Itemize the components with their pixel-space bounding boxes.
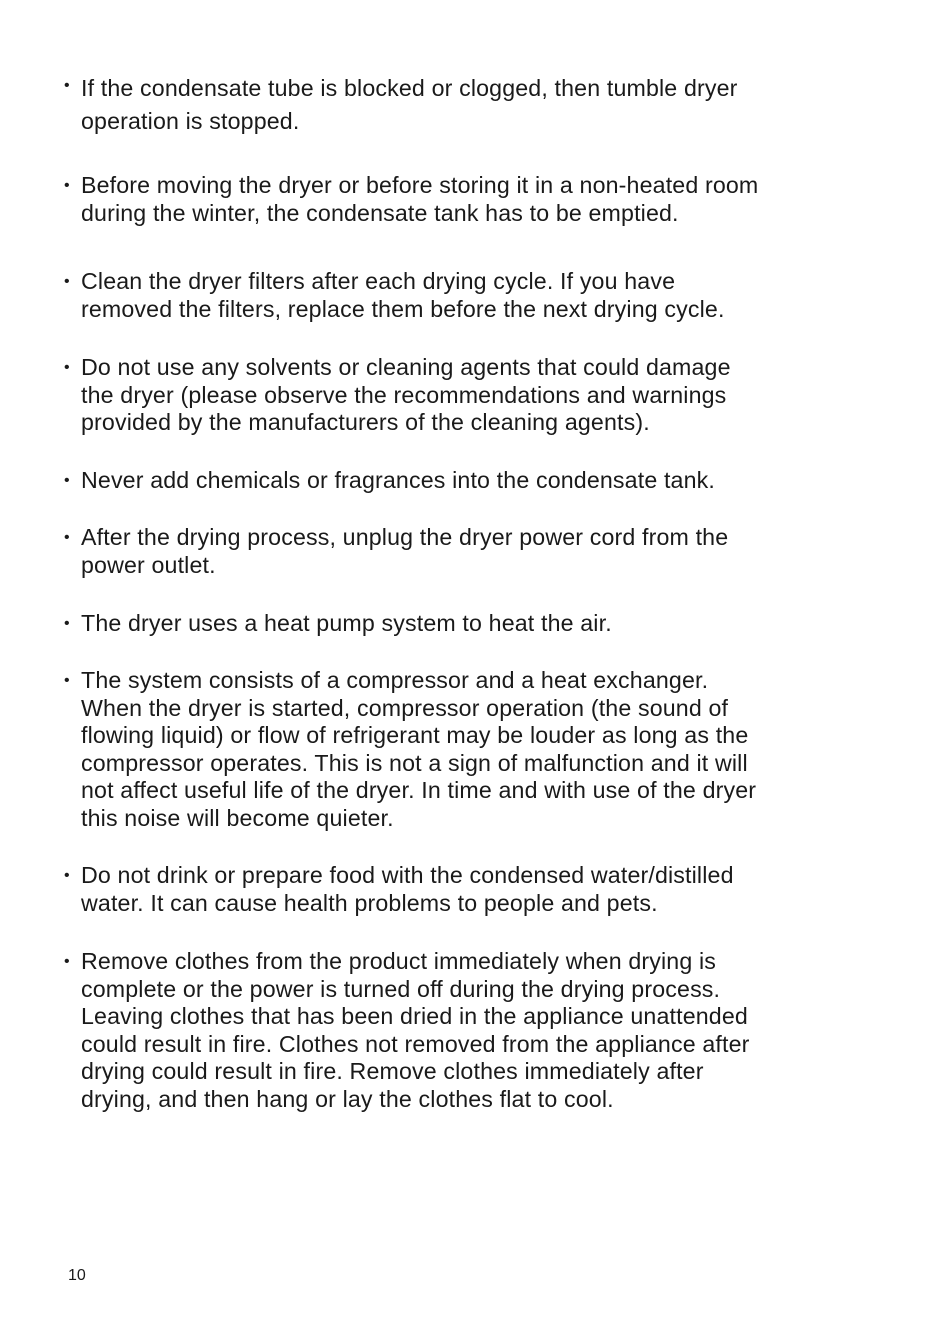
- bullet-text-line: drying could result in fire. Remove clothes immediately after: [81, 1058, 704, 1085]
- bullet-text-line: Before moving the dryer or before storing it in a non-heated room: [81, 172, 759, 198]
- bullet-marker: •: [64, 177, 70, 194]
- bullet-text-line: removed the filters, replace them before the next drying cycle.: [81, 295, 725, 322]
- bullet-text-line: The system consists of a compressor and a heat exchanger.: [81, 667, 709, 693]
- bullet-text-line: could result in fire. Clothes not removed from the appliance after: [81, 1030, 750, 1057]
- bullet-text-line: Do not use any solvents or cleaning agents that could damage: [81, 354, 731, 380]
- bullet-text-line: not affect useful life of the dryer. In time and with use of the dryer: [81, 777, 757, 804]
- bullet-text-line: The dryer uses a heat pump system to heat the air.: [81, 610, 612, 636]
- bullet-marker: •: [64, 359, 70, 376]
- bullet-text-line: this noise will become quieter.: [81, 804, 394, 831]
- bullet-item: [64, 467, 715, 495]
- bullet-item: [64, 667, 756, 833]
- bullet-text-line: drying, and then hang or lay the clothes flat to cool.: [81, 1085, 614, 1112]
- bullet-text-line: water. It can cause health problems to people and pets.: [81, 889, 658, 916]
- bullet-item: [64, 354, 731, 437]
- bullet-text-line: Do not drink or prepare food with the condensed water/distilled: [81, 862, 734, 888]
- bullet-item: [64, 268, 725, 323]
- bullet-marker: •: [64, 867, 70, 884]
- bullet-text-line: When the dryer is started, compressor operation (the sound of: [81, 694, 729, 721]
- bullet-text-line: during the winter, the condensate tank has to be emptied.: [81, 199, 679, 226]
- bullet-item: [64, 524, 728, 579]
- bullet-text-line: provided by the manufacturers of the cleaning agents).: [81, 409, 650, 436]
- bullet-text-line: operation is stopped.: [81, 108, 300, 134]
- bullet-text-line: power outlet.: [81, 551, 216, 578]
- bullet-text-line: If the condensate tube is blocked or clogged, then tumble dryer: [81, 75, 738, 101]
- bullet-text-line: Never add chemicals or fragrances into the condensate tank.: [81, 467, 715, 493]
- page-number: 10: [68, 1267, 86, 1284]
- bullet-item: [64, 610, 612, 638]
- bullet-text-line: Leaving clothes that has been dried in the appliance unattended: [81, 1003, 748, 1030]
- bullet-text-line: the dryer (please observe the recommendations and warnings: [81, 381, 727, 408]
- bullet-text-line: flowing liquid) or flow of refrigerant may be louder as long as the: [81, 722, 749, 749]
- bullet-marker: •: [64, 672, 70, 689]
- bullet-item: [64, 948, 750, 1114]
- bullet-text-line: Clean the dryer filters after each drying cycle. If you have: [81, 268, 676, 294]
- bullet-text-line: Remove clothes from the product immediately when drying is: [81, 948, 717, 974]
- bullet-marker: •: [64, 472, 70, 489]
- bullet-marker: •: [64, 953, 70, 970]
- bullet-text-line: After the drying process, unplug the dryer power cord from the: [81, 524, 729, 550]
- bullet-marker: •: [64, 77, 70, 94]
- bullet-text-line: compressor operates. This is not a sign of malfunction and it will: [81, 749, 748, 776]
- bullet-item: [64, 172, 758, 227]
- bullet-marker: •: [64, 615, 70, 632]
- bullet-text-line: complete or the power is turned off during the drying process.: [81, 975, 721, 1002]
- bullet-marker: •: [64, 529, 70, 546]
- bullet-item: [64, 862, 734, 917]
- bullet-item: [64, 72, 738, 138]
- bullet-marker: •: [64, 273, 70, 290]
